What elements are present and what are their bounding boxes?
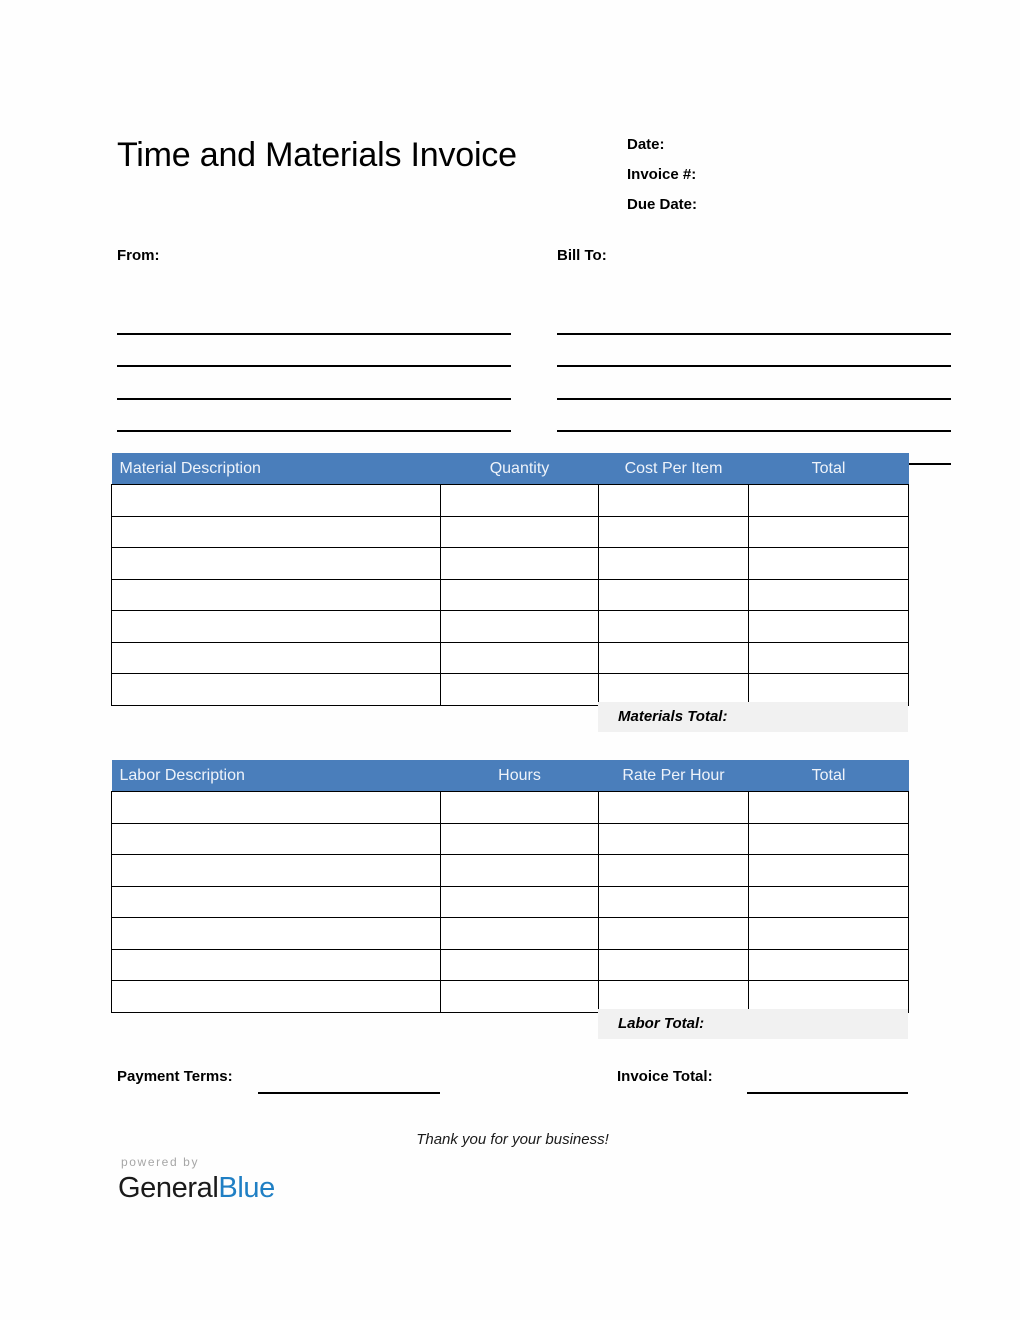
labor-cell-rate[interactable]: [599, 886, 749, 918]
labor-cell-description[interactable]: [112, 918, 441, 950]
table-row: [112, 981, 909, 1013]
materials-total-label: Materials Total:: [618, 708, 728, 725]
labor-cell-description[interactable]: [112, 823, 441, 855]
table-row: [112, 792, 909, 824]
materials-cell-total[interactable]: [749, 611, 909, 643]
materials-cell-total[interactable]: [749, 642, 909, 674]
labor-cell-total[interactable]: [749, 918, 909, 950]
bill-to-address-line[interactable]: [557, 400, 951, 433]
labor-cell-rate[interactable]: [599, 823, 749, 855]
labor-column-rate-per-hour: Rate Per Hour: [599, 760, 749, 792]
bill-to-address-line[interactable]: [557, 335, 951, 368]
labor-table-header-row: [112, 760, 909, 792]
table-row: [112, 642, 909, 674]
bill-to-section: [557, 245, 957, 267]
invoice-meta: [627, 130, 927, 220]
labor-cell-description[interactable]: [112, 855, 441, 887]
labor-cell-rate[interactable]: [599, 949, 749, 981]
powered-by-label: powered by: [121, 1155, 200, 1169]
materials-cell-total[interactable]: [749, 579, 909, 611]
materials-table: [111, 453, 909, 706]
materials-cell-total[interactable]: [749, 674, 909, 706]
invoice-total-input[interactable]: [747, 1092, 908, 1094]
labor-cell-rate[interactable]: [599, 918, 749, 950]
labor-cell-total[interactable]: [749, 855, 909, 887]
labor-total-row: [598, 1009, 908, 1039]
materials-cell-total[interactable]: [749, 485, 909, 517]
materials-column-description: Material Description: [112, 453, 441, 485]
materials-cell-description[interactable]: [112, 516, 441, 548]
materials-cell-description[interactable]: [112, 611, 441, 643]
generalblue-logo: [118, 1152, 275, 1204]
labor-cell-total[interactable]: [749, 981, 909, 1013]
from-address-line[interactable]: [117, 367, 511, 400]
table-row: [112, 516, 909, 548]
thank-you-note: Thank you for your business!: [416, 1131, 609, 1148]
brand-wordmark: [118, 1172, 275, 1204]
labor-column-total: Total: [749, 760, 909, 792]
materials-cell-description[interactable]: [112, 485, 441, 517]
materials-column-quantity: Quantity: [441, 453, 599, 485]
brand-name-blue: Blue: [218, 1172, 275, 1204]
materials-cell-cost[interactable]: [599, 642, 749, 674]
table-row: [112, 918, 909, 950]
table-row: [112, 949, 909, 981]
bill-to-label: Bill To:: [557, 247, 607, 264]
labor-cell-rate[interactable]: [599, 981, 749, 1013]
labor-cell-hours[interactable]: [441, 792, 599, 824]
table-row: [112, 579, 909, 611]
materials-cell-description[interactable]: [112, 579, 441, 611]
table-row: [112, 674, 909, 706]
labor-cell-rate[interactable]: [599, 792, 749, 824]
labor-cell-hours[interactable]: [441, 981, 599, 1013]
materials-column-cost-per-item: Cost Per Item: [599, 453, 749, 485]
labor-column-hours: Hours: [441, 760, 599, 792]
payment-terms-input[interactable]: [258, 1092, 440, 1094]
invoice-number-label: Invoice #:: [627, 166, 697, 183]
materials-total-row: [598, 702, 908, 732]
page-title: Time and Materials Invoice: [117, 136, 517, 174]
labor-cell-hours[interactable]: [441, 823, 599, 855]
labor-cell-description[interactable]: [112, 886, 441, 918]
labor-total-label: Labor Total:: [618, 1015, 705, 1032]
payment-terms-label: Payment Terms:: [117, 1068, 233, 1085]
bill-to-address-lines: [557, 302, 951, 465]
materials-cell-description[interactable]: [112, 548, 441, 580]
materials-cell-cost[interactable]: [599, 611, 749, 643]
labor-column-description: Labor Description: [112, 760, 441, 792]
materials-cell-quantity[interactable]: [441, 674, 599, 706]
labor-cell-description[interactable]: [112, 792, 441, 824]
materials-cell-cost[interactable]: [599, 579, 749, 611]
invoice-total-label: Invoice Total:: [617, 1068, 713, 1085]
labor-cell-description[interactable]: [112, 981, 441, 1013]
table-row: [112, 823, 909, 855]
labor-cell-hours[interactable]: [441, 855, 599, 887]
table-row: [112, 886, 909, 918]
materials-cell-description[interactable]: [112, 642, 441, 674]
from-address-line[interactable]: [117, 400, 511, 433]
from-address-lines: [117, 302, 511, 465]
materials-cell-quantity[interactable]: [441, 485, 599, 517]
labor-cell-hours[interactable]: [441, 886, 599, 918]
materials-cell-description[interactable]: [112, 674, 441, 706]
materials-cell-quantity[interactable]: [441, 548, 599, 580]
materials-cell-quantity[interactable]: [441, 579, 599, 611]
table-row: [112, 548, 909, 580]
materials-cell-quantity[interactable]: [441, 611, 599, 643]
materials-cell-cost[interactable]: [599, 548, 749, 580]
labor-cell-total[interactable]: [749, 949, 909, 981]
due-date-label: Due Date:: [627, 196, 698, 213]
materials-cell-quantity[interactable]: [441, 642, 599, 674]
table-row: [112, 611, 909, 643]
labor-cell-total[interactable]: [749, 823, 909, 855]
labor-cell-hours[interactable]: [441, 918, 599, 950]
from-address-line[interactable]: [117, 302, 511, 335]
from-section: [117, 245, 517, 267]
materials-cell-cost[interactable]: [599, 516, 749, 548]
labor-cell-total[interactable]: [749, 886, 909, 918]
labor-cell-total[interactable]: [749, 792, 909, 824]
from-label: From:: [117, 247, 160, 264]
table-row: [112, 855, 909, 887]
date-label: Date:: [627, 136, 665, 153]
brand-name-general: General: [118, 1172, 219, 1204]
from-address-line[interactable]: [117, 335, 511, 368]
bill-to-address-line[interactable]: [557, 367, 951, 400]
materials-column-total: Total: [749, 453, 909, 485]
bill-to-address-line[interactable]: [557, 302, 951, 335]
labor-cell-description[interactable]: [112, 949, 441, 981]
labor-cell-hours[interactable]: [441, 949, 599, 981]
materials-cell-quantity[interactable]: [441, 516, 599, 548]
labor-table: [111, 760, 909, 1013]
materials-cell-total[interactable]: [749, 516, 909, 548]
materials-cell-cost[interactable]: [599, 674, 749, 706]
materials-cell-total[interactable]: [749, 548, 909, 580]
materials-table-header-row: [112, 453, 909, 485]
table-row: [112, 485, 909, 517]
materials-cell-cost[interactable]: [599, 485, 749, 517]
labor-cell-rate[interactable]: [599, 855, 749, 887]
